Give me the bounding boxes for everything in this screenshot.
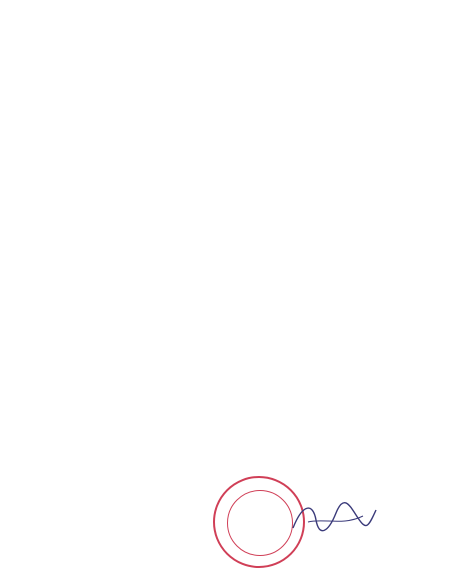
handwritten-signature bbox=[288, 498, 378, 538]
table-stamp-fragment bbox=[430, 231, 458, 291]
signature-block bbox=[178, 458, 418, 520]
